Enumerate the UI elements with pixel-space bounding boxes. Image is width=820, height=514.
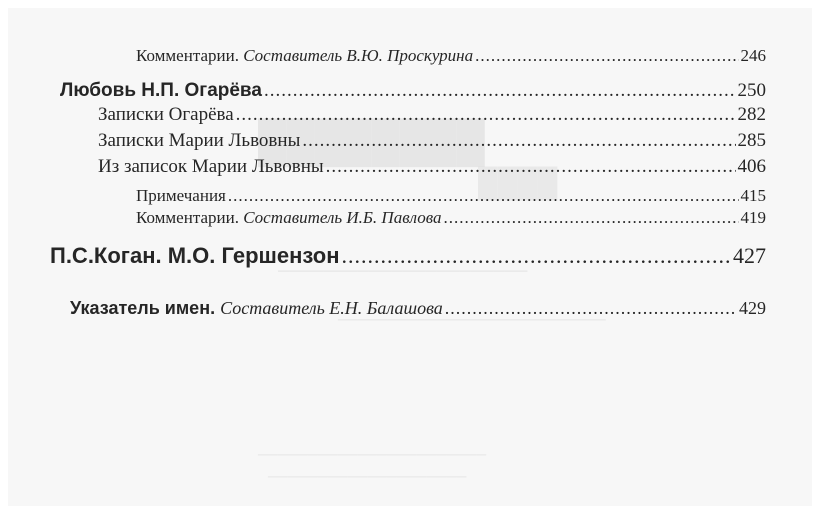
dot-leader	[445, 298, 737, 319]
toc-page-number: 285	[737, 130, 766, 151]
toc-page-number: 419	[740, 208, 766, 227]
show-through-text: ████	[478, 168, 558, 199]
show-through-text: ───────────────────────────	[338, 313, 606, 328]
toc-entry-title: Примечания	[136, 186, 226, 205]
dot-leader	[236, 104, 736, 126]
toc-entry-title: П.С.Коган. М.О. Гершензон	[50, 243, 340, 268]
toc-entry-title: Из записок Марии Львовны	[98, 156, 324, 177]
dot-leader	[302, 130, 735, 152]
toc-page-number: 406	[737, 156, 766, 177]
toc-entry-title: Любовь Н.П. Огарёва	[60, 80, 262, 101]
toc-page-number: 250	[737, 80, 766, 101]
toc-entry	[136, 186, 766, 206]
toc-entry-title: Записки Марии Львовны	[98, 130, 301, 151]
book-page	[8, 8, 812, 506]
toc-page-number: 427	[733, 243, 766, 268]
toc-entry-title: Комментарии. Составитель И.Б. Павлова	[136, 208, 442, 227]
dot-leader	[264, 80, 736, 102]
toc-section-heading	[50, 243, 766, 269]
toc-page-number: 246	[740, 46, 766, 65]
show-through-text: ───────────────────────	[258, 448, 487, 463]
dot-leader	[228, 186, 739, 206]
toc-section-heading	[60, 80, 766, 102]
toc-entry-title: Записки Огарёва	[98, 104, 234, 125]
toc-page-number: 415	[740, 186, 766, 205]
toc-entry	[98, 104, 766, 126]
toc-entry-index	[70, 298, 766, 319]
toc-entry-title: Комментарии. Составитель В.Ю. Проскурина	[136, 46, 474, 65]
toc-page-number: 282	[737, 104, 766, 125]
dot-leader	[326, 156, 736, 178]
show-through-text: ████████	[258, 119, 485, 164]
toc-entry	[98, 130, 766, 152]
toc-entry	[98, 156, 766, 178]
dot-leader	[443, 208, 738, 228]
dot-leader	[475, 46, 738, 66]
toc-page-number: 429	[739, 298, 766, 318]
toc-entry	[136, 46, 766, 66]
toc-entry-title: Указатель имен. Составитель Е.Н. Балашова	[70, 298, 443, 318]
show-through-text: ────────────────────	[268, 470, 467, 485]
dot-leader	[341, 243, 731, 269]
show-through-text: ──────────────────────	[278, 263, 528, 280]
toc-entry	[136, 208, 766, 228]
